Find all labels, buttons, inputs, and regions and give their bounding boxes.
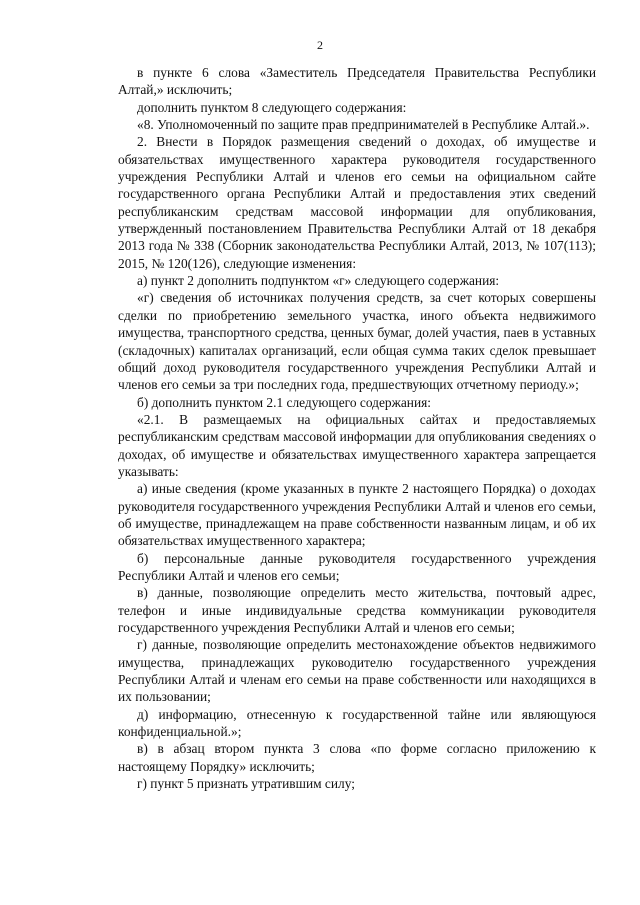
page-number: 2 bbox=[317, 38, 323, 52]
paragraph: «8. Уполномоченный по защите прав предпринимателей в Республике Алтай.». bbox=[137, 117, 590, 133]
paragraph: дополнить пунктом 8 следующего содержания: bbox=[137, 99, 407, 115]
paragraph: б) дополнить пунктом 2.1 следующего содержания: bbox=[137, 394, 431, 410]
paragraph: в) в абзац втором пункта 3 слова «по форме согласно приложению к настоящему Порядку» исключить; bbox=[118, 741, 596, 774]
paragraph: а) иные сведения (кроме указанных в пункте 2 настоящего Порядка) о доходах руководителя государственного учреждения Республики Алтай и членов его семьи, об имуществе, принадлежащем на праве собственности названным лицам, и об их обязательствах имущественного характера; bbox=[118, 481, 596, 549]
document-body bbox=[118, 64, 596, 792]
paragraph: б) персональные данные руководителя государственного учреждения Республики Алтай и членов его семьи; bbox=[118, 550, 596, 583]
paragraph: а) пункт 2 дополнить подпунктом «г» следующего содержания: bbox=[137, 273, 500, 289]
paragraph: в пункте 6 слова «Заместитель Председателя Правительства Республики Алтай,» исключить; bbox=[118, 65, 596, 98]
paragraph: г) пункт 5 признать утратившим силу; bbox=[137, 776, 355, 792]
paragraph: д) информацию, отнесенную к государственной тайне или являющуюся конфиденциальной.»; bbox=[118, 706, 596, 740]
paragraph: в) данные, позволяющие определить место жительства, почтовый адрес, телефон и иные индивидуальные средства коммуникации руководителя государственного учреждения Республики Алтай и членов его семьи; bbox=[118, 585, 596, 635]
paragraph: «2.1. В размещаемых на официальных сайтах и предоставляемых республиканским средствам массовой информации для опубликования сведениях о доходах, об имуществе и обязательствах имущественного характера запрещается указывать: bbox=[118, 411, 596, 479]
paragraph: 2. Внести в Порядок размещения сведений о доходах, об имуществе и обязательствах имущественного характера руководителя государственного учреждения Республики Алтай и членов его семьи на официальном сайте государственного органа Республики Алтай и предоставления этих сведений республиканским средствам массовой информации для опубликования, утвержденный постановлением Правительства Республики Алтай от 18 декабря 2013 года № 338 (Сборник законодательства Республики Алтай, 2013, № 107(113); 2015, № 120(126), следующие изменения: bbox=[118, 134, 596, 271]
paragraph: г) данные, позволяющие определить местонахождение объектов недвижимого имущества, принадлежащих руководителю государственного учреждения Республики Алтай и членам его семьи на праве собственности или находящихся в их пользовании; bbox=[118, 637, 596, 705]
paragraph: «г) сведения об источниках получения средств, за счет которых совершены сделки по приобретению земельного участка, иного объекта недвижимого имущества, транспортного средства, ценных бумаг, долей участия, паев в уставных (складочных) капиталах организаций, если общая сумма таких сделок превышает общий доход руководителя государственного учреждения Республики Алтай и членов его семьи за три последних года, предшествующих отчетному периоду.»; bbox=[118, 290, 596, 393]
